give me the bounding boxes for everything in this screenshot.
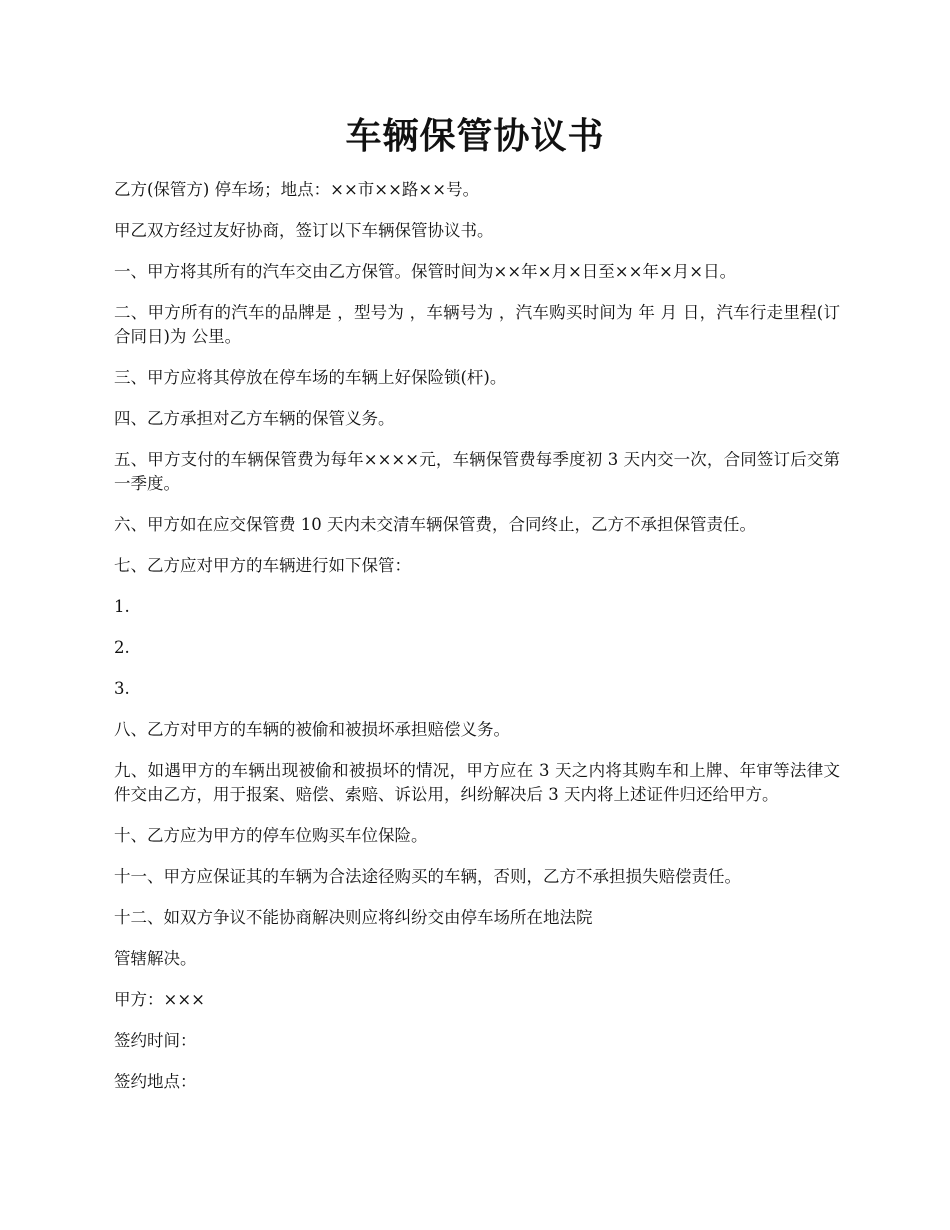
party-b-info: 乙方(保管方) 停车场；地点：××市××路××号。 bbox=[114, 180, 480, 199]
signing-place: 签约地点： bbox=[114, 1072, 197, 1091]
clause-7: 七、乙方应对甲方的车辆进行如下保管： bbox=[114, 556, 411, 575]
clause-12-continued: 管辖解决。 bbox=[114, 949, 197, 968]
clause-2: 二、甲方所有的汽车的品牌是 ，型号为 ，车辆号为 ，汽车购买时间为 年 月 日，汽车行走里程(订合同日)为 公里。 bbox=[114, 303, 840, 346]
document-title: 车辆保管协议书 bbox=[345, 115, 605, 157]
clause-11: 十一、甲方应保证其的车辆为合法途径购买的车辆，否则，乙方不承担损失赔偿责任。 bbox=[114, 867, 741, 886]
clause-8: 八、乙方对甲方的车辆的被偷和被损坏承担赔偿义务。 bbox=[114, 720, 510, 739]
clause-9: 九、如遇甲方的车辆出现被偷和被损坏的情况，甲方应在 3 天之内将其购车和上牌、年审等法律文件交由乙方，用于报案、赔偿、索赔、诉讼用，纠纷解决后 3 天内将上述证件归还给甲方。 bbox=[114, 761, 840, 804]
preamble: 甲乙双方经过友好协商，签订以下车辆保管协议书。 bbox=[114, 221, 494, 240]
clause-10: 十、乙方应为甲方的停车位购买车位保险。 bbox=[114, 826, 428, 845]
clause-7-item-3: 3. bbox=[114, 679, 130, 698]
clause-6: 六、甲方如在应交保管费 10 天内未交清车辆保管费，合同终止，乙方不承担保管责任。 bbox=[114, 515, 756, 534]
clause-3: 三、甲方应将其停放在停车场的车辆上好保险锁(杆)。 bbox=[114, 368, 507, 387]
clause-7-item-1: 1. bbox=[114, 597, 130, 616]
clause-7-item-2: 2. bbox=[114, 638, 130, 657]
clause-5: 五、甲方支付的车辆保管费为每年××××元，车辆保管费每季度初 3 天内交一次，合同签订后交第一季度。 bbox=[114, 450, 840, 493]
clause-1: 一、甲方将其所有的汽车交由乙方保管。保管时间为××年×月×日至××年×月×日。 bbox=[114, 262, 737, 281]
signing-time: 签约时间： bbox=[114, 1031, 197, 1050]
clause-12: 十二、如双方争议不能协商解决则应将纠纷交由停车场所在地法院 bbox=[114, 908, 593, 927]
party-a-signature: 甲方：××× bbox=[114, 990, 205, 1009]
clause-4: 四、乙方承担对乙方车辆的保管义务。 bbox=[114, 409, 395, 428]
document-body bbox=[114, 178, 840, 1111]
